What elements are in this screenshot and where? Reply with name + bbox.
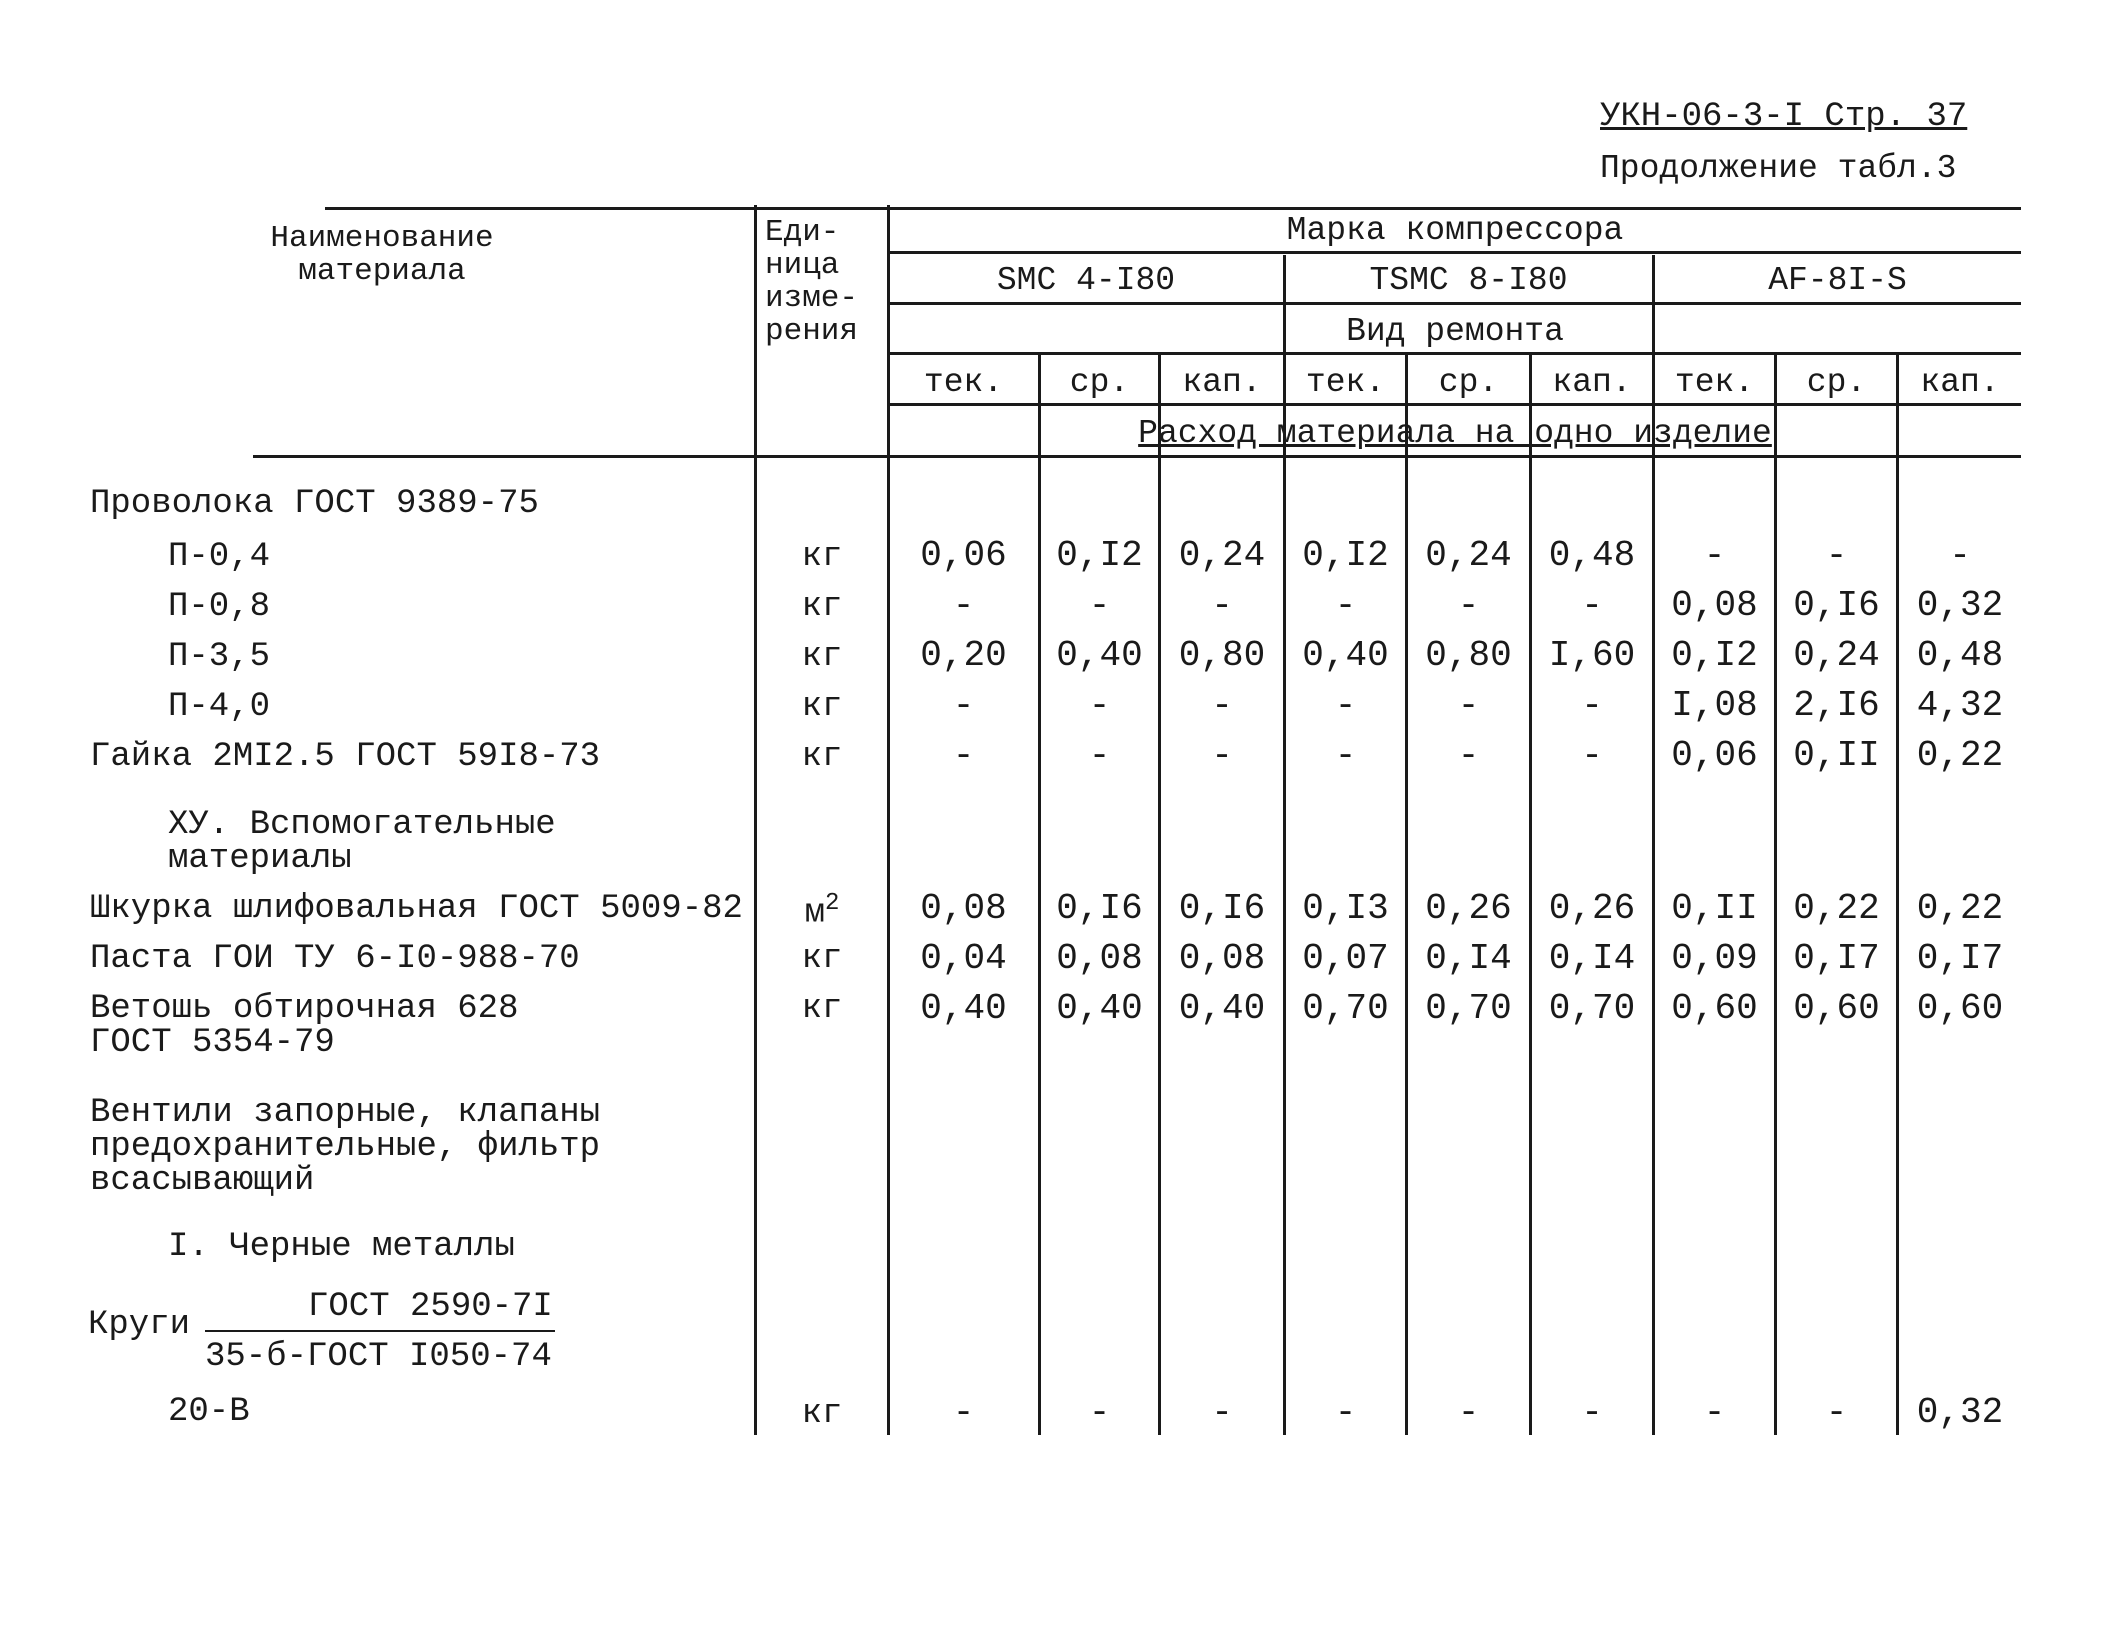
model-header-1: SMC 4-I80 xyxy=(996,262,1176,299)
value-cell: - xyxy=(1949,535,1971,576)
value-cell: - xyxy=(1211,585,1233,626)
repair-type-bottom-rule xyxy=(889,352,2021,355)
fraction-denominator: 35-б-ГОСТ I050-74 xyxy=(205,1338,552,1376)
value-cell: 0,09 xyxy=(1671,938,1758,979)
brand-bottom-rule xyxy=(889,251,2021,254)
value-cell: - xyxy=(952,585,975,626)
section-heading: ХУ. Вспомогательные материалы xyxy=(168,806,556,878)
value-cell: 0,I7 xyxy=(1916,938,2004,979)
section-heading: Вентили запорные, клапаны предохранительные, фильтр всасывающий xyxy=(90,1094,601,1200)
value-cell: 0,22 xyxy=(1916,888,2004,929)
value-cell: 0,I3 xyxy=(1302,888,1389,929)
value-cell: 0,24 xyxy=(1793,635,1880,676)
unit-cell: кг xyxy=(801,538,843,576)
head-bottom-rule xyxy=(253,455,2021,458)
value-cell: 0,60 xyxy=(1916,988,2004,1029)
section-heading: I. Черные металлы xyxy=(168,1228,515,1266)
value-cell: 0,32 xyxy=(1916,585,2004,626)
value-cell: 0,08 xyxy=(920,888,1007,929)
value-cell: 0,I2 xyxy=(1056,535,1143,576)
value-cell: 0,60 xyxy=(1793,988,1880,1029)
value-cell: - xyxy=(1581,685,1603,726)
col-rule-name-unit xyxy=(754,205,757,1435)
value-cell: 0,70 xyxy=(1548,988,1636,1029)
value-cell: 0,48 xyxy=(1916,635,2004,676)
value-cell: I,08 xyxy=(1671,685,1758,726)
value-cell: - xyxy=(1457,735,1480,776)
value-cell: 0,08 xyxy=(1056,938,1143,979)
repair-kind-header: тек. xyxy=(1674,364,1755,401)
compressor-brand-header: Марка компрессора xyxy=(1286,212,1624,249)
fraction-numerator: ГОСТ 2590-7I xyxy=(308,1288,553,1326)
value-cell: 0,I6 xyxy=(1793,585,1880,626)
row-label: Шкурка шлифовальная ГОСТ 5009-82 xyxy=(90,890,743,928)
repair-kind-header: тек. xyxy=(1305,364,1386,401)
value-cell: - xyxy=(1457,685,1480,726)
value-cell: 0,I4 xyxy=(1548,938,1636,979)
value-cell: 0,II xyxy=(1671,888,1758,929)
value-cell: - xyxy=(1334,585,1357,626)
value-cell: - xyxy=(1825,535,1848,576)
value-cell: 0,08 xyxy=(1671,585,1758,626)
value-cell: 0,32 xyxy=(1916,1392,2004,1433)
row-label: П-3,5 xyxy=(168,638,271,676)
value-cell: 0,07 xyxy=(1302,938,1389,979)
unit-superscript: 2 xyxy=(825,890,840,917)
repair-kind-header: тек. xyxy=(923,364,1004,401)
value-cell: 0,06 xyxy=(1671,735,1758,776)
value-cell: - xyxy=(1334,1392,1357,1433)
value-cell: 2,I6 xyxy=(1793,685,1880,726)
unit-cell: кг xyxy=(801,940,843,978)
consumption-header: Расход материала на одно изделие xyxy=(1138,415,1772,452)
repair-kind-header: ср. xyxy=(1438,364,1499,401)
repair-kind-header: кап. xyxy=(1552,364,1632,401)
value-cell: 0,II xyxy=(1793,735,1880,776)
value-cell: - xyxy=(1088,685,1111,726)
row-label: Гайка 2МI2.5 ГОСТ 59I8-73 xyxy=(90,738,601,776)
name-column-header: Наименование материала xyxy=(270,221,494,289)
value-cell: - xyxy=(1703,535,1726,576)
value-cell: 0,I7 xyxy=(1793,938,1880,979)
value-cell: 0,22 xyxy=(1916,735,2004,776)
value-cell: 0,80 xyxy=(1425,635,1512,676)
value-cell: 0,I2 xyxy=(1671,635,1758,676)
row-label: П-0,4 xyxy=(168,538,271,576)
value-cell: 0,20 xyxy=(920,635,1007,676)
value-cell: 0,40 xyxy=(1302,635,1389,676)
unit-cell: кг xyxy=(801,1395,843,1433)
unit-cell: кг xyxy=(801,588,843,626)
value-cell: 0,70 xyxy=(1302,988,1389,1029)
unit-text: м xyxy=(804,894,825,933)
unit-cell: кг xyxy=(801,638,843,676)
models-bottom-rule xyxy=(889,302,2021,305)
value-cell: 0,26 xyxy=(1548,888,1636,929)
value-cell: 0,24 xyxy=(1178,535,1266,576)
repair-kind-header: кап. xyxy=(1182,364,1262,401)
unit-cell xyxy=(757,890,887,932)
value-cell: - xyxy=(1581,735,1603,776)
model-header-3: AF-8I-S xyxy=(1768,262,1907,299)
row-label: Круги xyxy=(88,1306,191,1344)
document-reference: УКН-06-3-I Стр. 37 xyxy=(1600,98,1968,136)
repair-kind-header: ср. xyxy=(1806,364,1867,401)
value-cell: - xyxy=(1211,685,1233,726)
value-cell: 0,I2 xyxy=(1302,535,1389,576)
value-cell: - xyxy=(1211,1392,1233,1433)
value-cell: 0,60 xyxy=(1671,988,1758,1029)
value-cell: I,60 xyxy=(1548,635,1636,676)
value-cell: - xyxy=(1457,585,1480,626)
repair-type-header: Вид ремонта xyxy=(1346,313,1564,350)
value-cell: 0,40 xyxy=(1178,988,1266,1029)
value-cell: - xyxy=(1334,735,1357,776)
row-label: Паста ГОИ ТУ 6-I0-988-70 xyxy=(90,940,580,978)
unit-cell: кг xyxy=(801,738,843,776)
table-top-rule xyxy=(325,207,2021,210)
value-cell: 0,04 xyxy=(920,938,1007,979)
value-cell: 0,24 xyxy=(1425,535,1512,576)
value-cell: - xyxy=(952,1392,975,1433)
table-continuation-label: Продолжение табл.3 xyxy=(1600,150,1957,187)
value-cell: 0,I4 xyxy=(1425,938,1512,979)
value-cell: - xyxy=(952,685,975,726)
model-header-2: TSMC 8-I80 xyxy=(1369,262,1568,299)
value-cell: 0,48 xyxy=(1548,535,1636,576)
value-cell: - xyxy=(1088,585,1111,626)
value-cell: - xyxy=(1703,1392,1726,1433)
row-label: Ветошь обтирочная 628 ГОСТ 5354-79 xyxy=(90,990,519,1062)
unit-cell: кг xyxy=(801,688,843,726)
value-cell: - xyxy=(1825,1392,1848,1433)
row-label: П-4,0 xyxy=(168,688,271,726)
value-cell: - xyxy=(1581,585,1603,626)
value-cell: 0,I6 xyxy=(1056,888,1143,929)
unit-cell: кг xyxy=(801,990,843,1028)
value-cell: 0,80 xyxy=(1178,635,1266,676)
value-cell: - xyxy=(1457,1392,1480,1433)
repair-kind-header: ср. xyxy=(1069,364,1130,401)
value-cell: 0,I6 xyxy=(1178,888,1266,929)
value-cell: 0,22 xyxy=(1793,888,1880,929)
value-cell: - xyxy=(1581,1392,1603,1433)
row-label: П-0,8 xyxy=(168,588,271,626)
value-cell: - xyxy=(1088,735,1111,776)
value-cell: 0,40 xyxy=(1056,635,1143,676)
value-cell: 0,40 xyxy=(1056,988,1143,1029)
repair-kind-header: кап. xyxy=(1920,364,2000,401)
value-cell: - xyxy=(952,735,975,776)
value-cell: 4,32 xyxy=(1916,685,2004,726)
fraction-bar xyxy=(205,1330,555,1332)
value-cell: - xyxy=(1211,735,1233,776)
row-label: Проволока ГОСТ 9389-75 xyxy=(90,485,539,523)
repair-kinds-bottom-rule xyxy=(889,403,2021,406)
row-label: 20-В xyxy=(168,1393,250,1431)
value-cell: 0,70 xyxy=(1425,988,1512,1029)
value-cell: 0,40 xyxy=(920,988,1007,1029)
value-cell: 0,08 xyxy=(1178,938,1266,979)
unit-column-header: Еди- ница изме- рения xyxy=(765,215,859,349)
value-cell: - xyxy=(1334,685,1357,726)
value-cell: - xyxy=(1088,1392,1111,1433)
value-cell: 0,06 xyxy=(920,535,1007,576)
value-cell: 0,26 xyxy=(1425,888,1512,929)
